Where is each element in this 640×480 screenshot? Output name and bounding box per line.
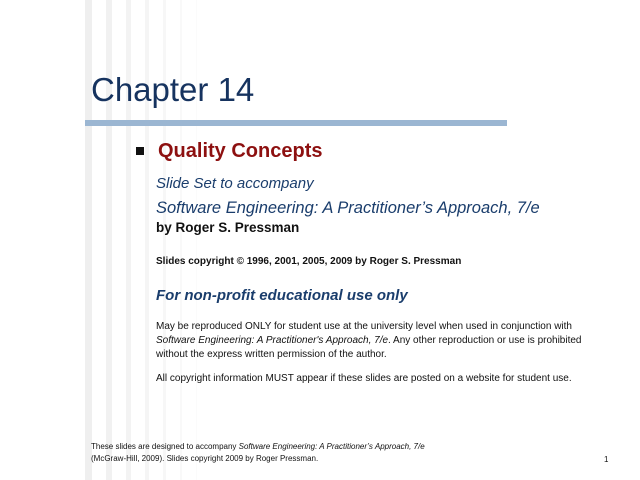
slides-copyright: Slides copyright © 1996, 2001, 2005, 2009 by Roger S. Pressman: [156, 256, 462, 267]
footer: [91, 441, 531, 465]
copyright-paragraph: All copyright information MUST appear if these slides are posted on a website for student use.: [156, 373, 572, 384]
title-underline: [85, 120, 507, 126]
reproduction-text-end: . Any other reproduction or use is prohibited without the express written permission of the author.: [156, 335, 582, 360]
accompany-text: Slide Set to accompany: [156, 175, 314, 192]
reproduction-book-title: Software Engineering: A Practitioner's Approach, 7/e: [156, 335, 389, 346]
footer-book-title: Software Engineering: A Practitioner’s Approach, 7/e: [238, 442, 425, 451]
book-title: Software Engineering: A Practitioner’s Approach, 7/e: [156, 199, 540, 217]
footer-text-end: (McGraw-Hill, 2009). Slides copyright 2009 by Roger Pressman.: [91, 454, 319, 463]
nonprofit-notice: For non-profit educational use only: [156, 287, 408, 304]
page-number: 1: [604, 455, 609, 464]
square-bullet-icon: [136, 147, 144, 155]
footer-text-start: These slides are designed to accompany: [91, 442, 239, 451]
slide-title: Chapter 14: [91, 71, 255, 108]
reproduction-text-start: May be reproduced ONLY for student use at the university level when used in conjunction with: [156, 321, 572, 332]
reproduction-paragraph: [156, 320, 596, 362]
author-line: by Roger S. Pressman: [156, 220, 300, 235]
slide-subtitle: Quality Concepts: [158, 140, 323, 162]
